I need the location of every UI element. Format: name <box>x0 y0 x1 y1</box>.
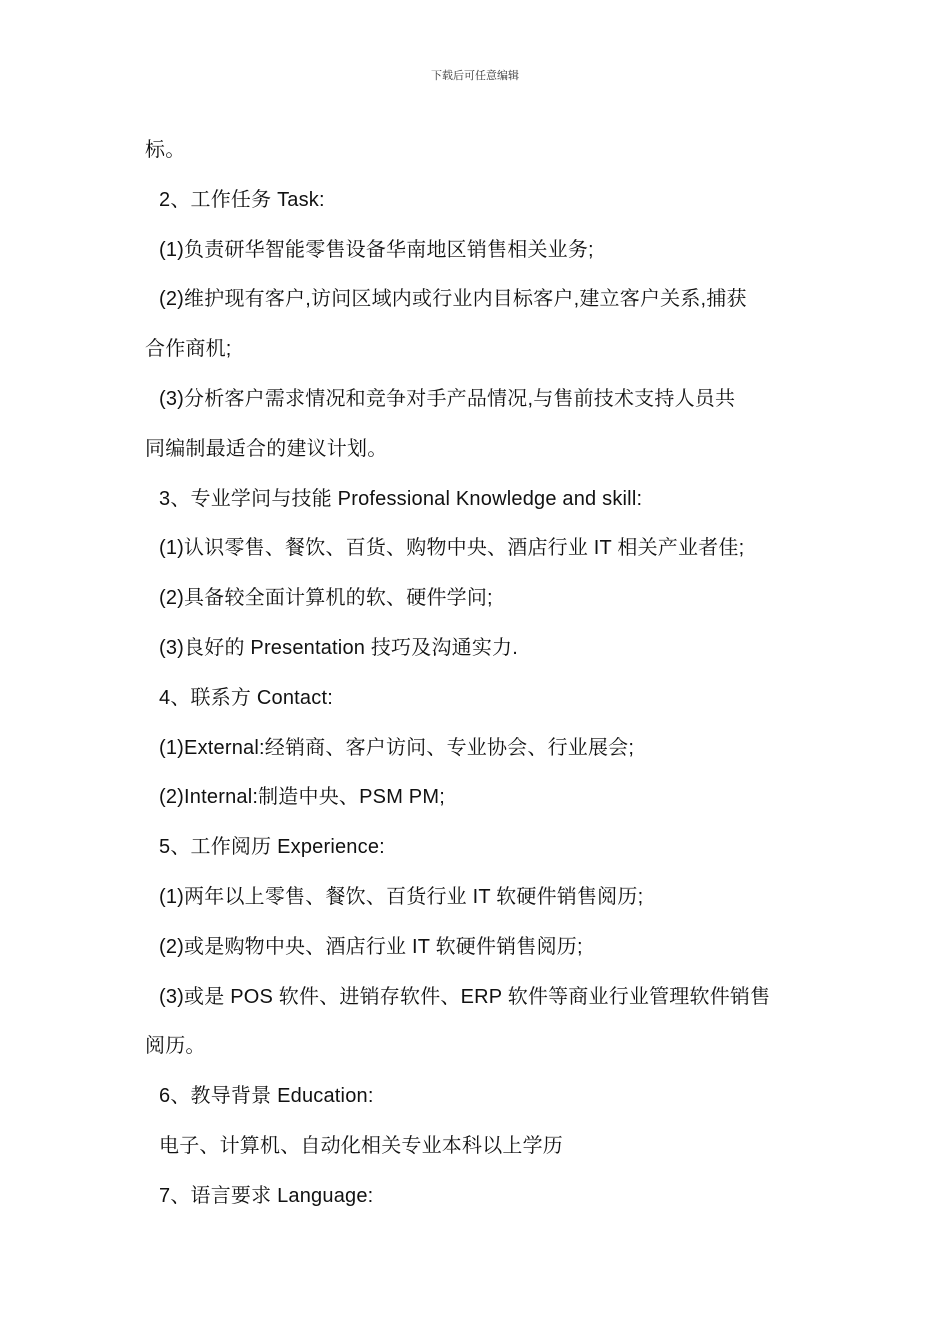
text-line: (1)两年以上零售、餐饮、百货行业 IT 软硬件销售阅历; <box>159 885 644 908</box>
text-line: (3)良好的 Presentation 技巧及沟通实力. <box>159 636 519 659</box>
text-line: 合作商机; <box>145 338 232 361</box>
text-line: (2)维护现有客户,访问区域内或行业内目标客户,建立客户关系,捕获 <box>159 288 747 311</box>
text-line: (3)或是 POS 软件、进销存软件、ERP 软件等商业行业管理软件销售 <box>159 985 771 1008</box>
text-line: (1)负责研华智能零售设备华南地区销售相关业务; <box>159 238 594 261</box>
text-line: (2)Internal:制造中央、PSM PM; <box>159 786 445 809</box>
document-body <box>145 132 810 1228</box>
section-heading-language: 7、语言要求 Language: <box>159 1184 374 1207</box>
text-line: 电子、计算机、自动化相关专业本科以上学历 <box>159 1134 563 1157</box>
text-line: (3)分析客户需求情况和竞争对手产品情况,与售前技术支持人员共 <box>159 387 736 410</box>
section-heading-knowledge: 3、专业学问与技能 Professional Knowledge and skill: <box>159 487 643 510</box>
section-heading-contact: 4、联系方 Contact: <box>159 686 333 709</box>
text-line: 同编制最适合的建议计划。 <box>145 437 388 460</box>
page-header: 下载后可任意编辑 <box>431 69 519 82</box>
text-line: 阅历。 <box>145 1035 206 1058</box>
section-heading-task: 2、工作任务 Task: <box>159 188 325 211</box>
section-heading-experience: 5、工作阅历 Experience: <box>159 836 385 859</box>
text-line: (2)或是购物中央、酒店行业 IT 软硬件销售阅历; <box>159 935 583 958</box>
text-line: (2)具备较全面计算机的软、硬件学问; <box>159 587 493 610</box>
text-line: (1)External:经销商、客户访问、专业协会、行业展会; <box>159 736 635 759</box>
section-heading-education: 6、教导背景 Education: <box>159 1085 374 1108</box>
text-line: (1)认识零售、餐饮、百货、购物中央、酒店行业 IT 相关产业者佳; <box>159 537 745 560</box>
text-line: 标。 <box>145 139 186 161</box>
